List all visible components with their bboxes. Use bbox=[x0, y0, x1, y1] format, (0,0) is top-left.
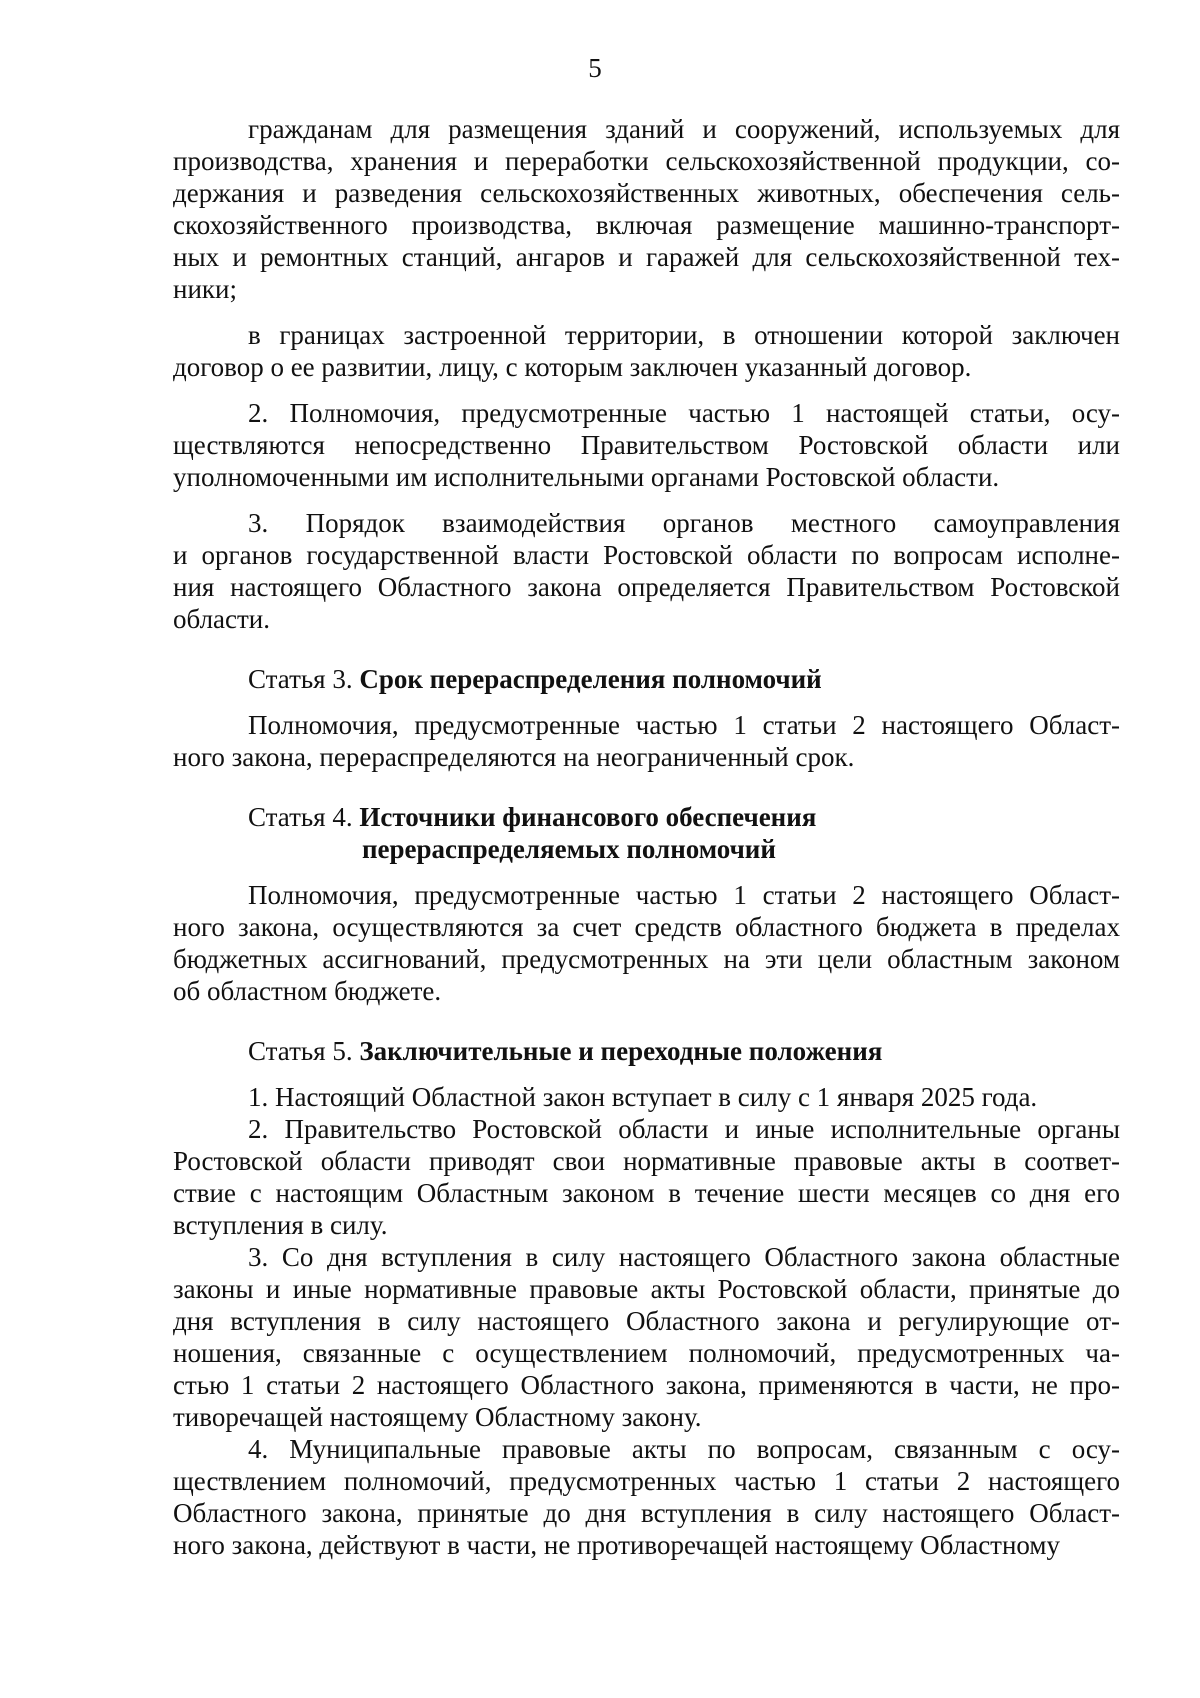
text-line: 2. Правительство Ростовской области и иные исполнительные органы bbox=[248, 1114, 1120, 1144]
text-line: ствие с настоящим Областным законом в течение шести месяцев со дня его bbox=[173, 1178, 1120, 1208]
article-title: Срок перераспределения полномочий bbox=[359, 664, 822, 694]
text-line: 3. Порядок взаимодействия органов местного самоуправления bbox=[248, 508, 1120, 538]
paragraph bbox=[173, 709, 1120, 773]
paragraph bbox=[173, 397, 1120, 493]
paragraph bbox=[173, 1433, 1120, 1561]
text-line: Полномочия, предусмотренные частью 1 статьи 2 настоящего Област- bbox=[248, 880, 1120, 910]
text-line: законы и иные нормативные правовые акты Ростовской области, принятые до bbox=[173, 1274, 1120, 1304]
paragraph bbox=[173, 1241, 1120, 1433]
paragraph bbox=[173, 319, 1120, 383]
text-line: ного закона, осуществляются за счет средств областного бюджета в пределах bbox=[173, 912, 1120, 942]
article-label: Статья 5. bbox=[248, 1036, 353, 1066]
text-line: Ростовской области приводят свои нормативные правовые акты в соответ- bbox=[173, 1146, 1120, 1176]
text-line: производства, хранения и переработки сельскохозяйственной продукции, со- bbox=[173, 146, 1120, 176]
article-5-heading bbox=[173, 1035, 1120, 1067]
text-line: 4. Муниципальные правовые акты по вопросам, связанным с осу- bbox=[248, 1434, 1120, 1464]
text-line: тиворечащей настоящему Областному закону. bbox=[173, 1402, 702, 1432]
text-line: держания и разведения сельскохозяйственных животных, обеспечения сель- bbox=[173, 178, 1120, 208]
paragraph bbox=[173, 113, 1120, 305]
text-line: ники; bbox=[173, 274, 237, 304]
page-number: 5 bbox=[588, 53, 602, 83]
text-line: и органов государственной власти Ростовской области по вопросам исполне- bbox=[173, 540, 1120, 570]
paragraph bbox=[173, 1113, 1120, 1241]
text-line: скохозяйственного производства, включая размещение машинно-транспорт- bbox=[173, 210, 1120, 240]
text-line: ного закона, перераспределяются на неограниченный срок. bbox=[173, 742, 855, 772]
text-line: ношения, связанные с осуществлением полномочий, предусмотренных ча- bbox=[173, 1338, 1120, 1368]
text-line: договор о ее развитии, лицу, с которым заключен указанный договор. bbox=[173, 352, 972, 382]
text-line: 3. Со дня вступления в силу настоящего Областного закона областные bbox=[248, 1242, 1120, 1272]
article-label: Статья 3. bbox=[248, 664, 353, 694]
article-label: Статья 4. bbox=[248, 802, 353, 832]
text-line: гражданам для размещения зданий и сооружений, используемых для bbox=[248, 114, 1120, 144]
text-line: ществлением полномочий, предусмотренных частью 1 статьи 2 настоящего bbox=[173, 1466, 1120, 1496]
article-3-heading bbox=[173, 663, 1120, 695]
text-line: ного закона, действуют в части, не противоречащей настоящему Областному bbox=[173, 1530, 1061, 1560]
text-line: ных и ремонтных станций, ангаров и гаражей для сельскохозяйственной тех- bbox=[173, 242, 1120, 272]
text-line: 2. Полномочия, предусмотренные частью 1 настоящей статьи, осу- bbox=[248, 398, 1120, 428]
text-line: об областном бюджете. bbox=[173, 976, 442, 1006]
text-line: 1. Настоящий Областной закон вступает в силу с 1 января 2025 года. bbox=[248, 1082, 1038, 1112]
paragraph bbox=[173, 507, 1120, 635]
text-line: ния настоящего Областного закона определяется Правительством Ростовской bbox=[173, 572, 1120, 602]
document-body bbox=[173, 113, 1120, 1561]
text-line: уполномоченными им исполнительными органами Ростовской области. bbox=[173, 462, 1000, 492]
text-line: ществляются непосредственно Правительством Ростовской области или bbox=[173, 430, 1120, 460]
article-title: Заключительные и переходные положения bbox=[359, 1036, 883, 1066]
text-line: стью 1 статьи 2 настоящего Областного закона, применяются в части, не про- bbox=[173, 1370, 1120, 1400]
paragraph bbox=[173, 1081, 1120, 1113]
text-line: в границах застроенной территории, в отношении которой заключен bbox=[248, 320, 1120, 350]
paragraph bbox=[173, 879, 1120, 1007]
text-line: Полномочия, предусмотренные частью 1 статьи 2 настоящего Област- bbox=[248, 710, 1120, 740]
text-line: области. bbox=[173, 604, 271, 634]
article-4-heading bbox=[173, 801, 1120, 865]
text-line: Областного закона, принятые до дня вступления в силу настоящего Област- bbox=[173, 1498, 1120, 1528]
article-title: Источники финансового обеспечения bbox=[359, 802, 817, 832]
text-line: вступления в силу. bbox=[173, 1210, 388, 1240]
article-title-continuation: перераспределяемых полномочий bbox=[362, 834, 776, 864]
text-line: дня вступления в силу настоящего Областного закона и регулирующие от- bbox=[173, 1306, 1120, 1336]
text-line: бюджетных ассигнований, предусмотренных на эти цели областным законом bbox=[173, 944, 1120, 974]
